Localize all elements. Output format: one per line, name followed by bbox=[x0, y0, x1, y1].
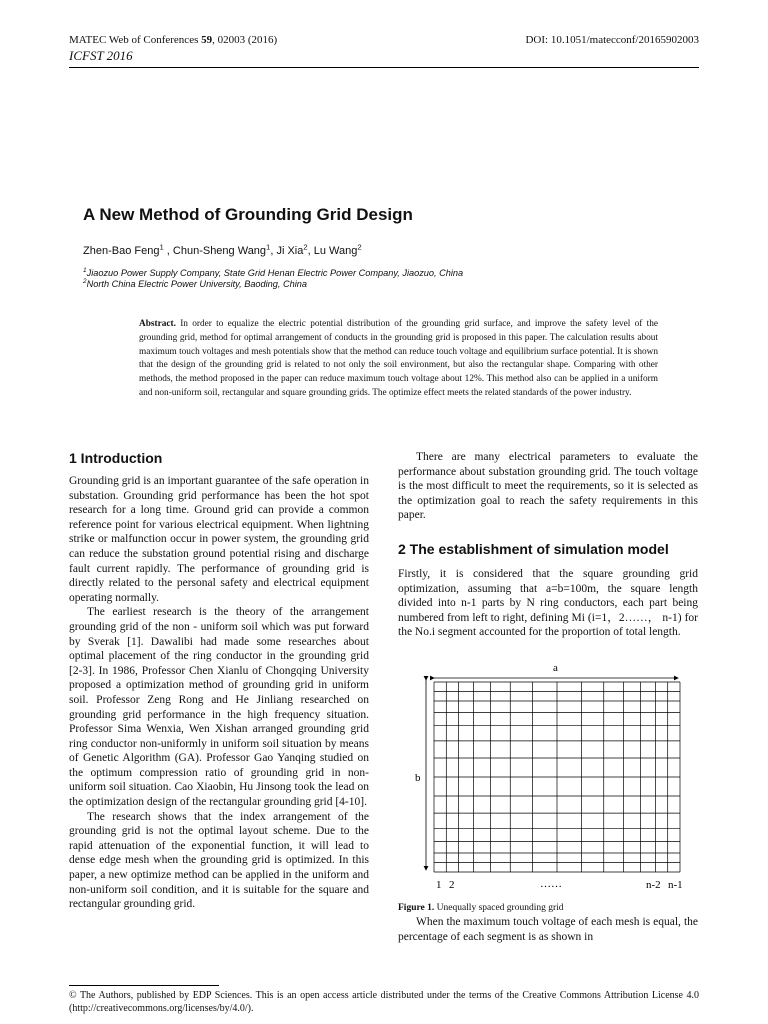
abstract-text: In order to equalize the electric potential distribution of the grounding grid surface, and improve the safety level of the grounding grid, method for optimal arrangement of conducts in the grounding grid is proposed in this paper. The calculation results about maximum touch voltages and mesh potentials show that the method can reduce touch voltage and equilibrium surface potential. It is shown that the design of the grounding grid is related to not only the soil environment, but also the rectangular shape. Comparing with other methods, the method proposed in the paper can reduce maximum touch voltage about 12%. This method also can be applied in a uniform and non-uniform soil, rectangular and square grounding grids. The optimize effect meets the related standards of the power industry. bbox=[139, 319, 658, 398]
conference-name: ICFST 2016 bbox=[69, 48, 133, 63]
author-sup: 2 bbox=[357, 242, 362, 252]
journal-article: , 02003 (2016) bbox=[212, 34, 278, 46]
author-sup: 1 bbox=[159, 242, 164, 252]
label-b: b bbox=[415, 772, 421, 784]
label-a: a bbox=[553, 662, 558, 674]
grid-conductors bbox=[434, 682, 680, 872]
license-footer: © The Authors, published by EDP Sciences. This is an open access article distributed under the terms of the Creative Commons Attribution License 4.0 (http://creativecommons.org/licenses/by/4.0/). bbox=[69, 990, 699, 1014]
affiliation-sup: 1 bbox=[83, 266, 87, 274]
author-sep: , bbox=[270, 245, 277, 257]
author-sup: 1 bbox=[266, 242, 271, 252]
header-rule bbox=[69, 67, 699, 68]
left-column bbox=[69, 474, 369, 912]
paragraph: There are many electrical parameters to evaluate the performance about substation grounding grid. The touch voltage is the most difficult to meet the requirements, so it is selected as the optimization goal to reach the safety requirements in this paper. bbox=[398, 451, 698, 522]
paragraph: Firstly, it is considered that the square grounding grid optimization, assuming that a=b=100m, the square length divided into n-1 parts by N ring conductors, each part being numbered from left to right, defining Mi (i=1，2……， n-1) for the No.i segment accounted for the proportion of total length. bbox=[398, 568, 698, 639]
author-name: Lu Wang bbox=[313, 245, 358, 257]
doi-link[interactable]: DOI: 10.1051/matecconf/20165902003 bbox=[525, 34, 699, 46]
section-heading-introduction: 1 Introduction bbox=[69, 450, 163, 466]
affiliation-sup: 2 bbox=[83, 277, 87, 285]
right-column-top bbox=[398, 450, 698, 523]
label-dots: …… bbox=[540, 878, 562, 890]
affiliation-1 bbox=[83, 268, 463, 279]
label-segment-n1: n-1 bbox=[668, 879, 683, 891]
affiliation-text: North China Electric Power University, Baoding, China bbox=[86, 279, 308, 289]
footer-rule bbox=[69, 985, 219, 986]
abstract bbox=[139, 318, 658, 401]
figure-caption bbox=[398, 903, 564, 913]
grounding-grid-figure bbox=[415, 662, 698, 896]
author-sup: 2 bbox=[303, 242, 308, 252]
paragraph: When the maximum touch voltage of each mesh is equal, the percentage of each segment is as shown in bbox=[398, 916, 698, 943]
author-sep: , bbox=[163, 245, 173, 257]
abstract-label: Abstract. bbox=[139, 319, 176, 329]
affiliation-text: Jiaozuo Power Supply Company, State Grid Henan Electric Power Company, Jiaozuo, China bbox=[86, 268, 464, 278]
label-segment-2: 2 bbox=[449, 879, 455, 891]
right-column-bottom bbox=[398, 915, 698, 944]
paper-title: A New Method of Grounding Grid Design bbox=[83, 205, 413, 224]
paragraph: The earliest research is the theory of the arrangement grounding grid of the non - uniform soil which was put forward by Sverak [1]. Dawalibi had made some researches about optimal placement of the ring conductor in the grounding grid [2-3]. In 1986, Professor Chen Xianlu of Chongqing University proposed a optimization method of grounding grid in uniform soil. Professor Zeng Rong and He Jinliang researched on grounding grid performance in the high frequency situation. Professor Sima Wenxia, Wen Xishan arranged grounding grid ring conductor non-uniformly in uniform soil situation by means of Genetic Algorithm (GA). Professor Gao Yanqing studied on the optimum compression ratio of grounding grid in non-uniform soil situation. Cao Xiaobin, Hu Jinsong took the lead on the optimization design of the rectangular grounding grid [4-10]. bbox=[69, 606, 369, 809]
paragraph: Grounding grid is an important guarantee of the safe operation in substation. Grounding grid performance has been the hot spot research for a long time. Ground grid can provide a common reference point for various electrical equipment. When lightning strike or malfunction occur in power system, the grounding grid can reduce the substation ground potential rising and discharge fault current rapidly. The performance of grounding grid is directly related to the personal safety and electrical equipment operating normally. bbox=[69, 475, 369, 604]
section-heading-simulation-model: 2 The establishment of simulation model bbox=[398, 541, 669, 557]
affiliation-2 bbox=[83, 279, 307, 290]
caption-label: Figure 1. bbox=[398, 903, 435, 913]
paragraph: The research shows that the index arrangement of the grounding grid is not the optimal layout scheme. Due to the rapid attenuation of the exponential function, it will lead to dense edge mesh when the grounding grid is optimized. In this paper, a new optimize method can be applied in the uniform and non-uniform soil condition, and it is suitable for the square and rectangular grounding grid. bbox=[69, 810, 369, 911]
journal-volume: 59 bbox=[201, 34, 213, 46]
author-name: Chun-Sheng Wang bbox=[172, 245, 267, 257]
caption-text: Unequally spaced grounding grid bbox=[434, 903, 564, 913]
author-name: Zhen-Bao Feng bbox=[83, 245, 160, 257]
journal-header bbox=[69, 34, 277, 46]
author-name: Ji Xia bbox=[276, 245, 304, 257]
label-segment-n2: n-2 bbox=[646, 879, 661, 891]
journal-name: MATEC Web of Conferences bbox=[69, 34, 199, 46]
label-segment-1: 1 bbox=[436, 879, 442, 891]
author-list bbox=[83, 242, 362, 257]
author-sep: , bbox=[307, 245, 314, 257]
right-column-mid bbox=[398, 567, 698, 640]
